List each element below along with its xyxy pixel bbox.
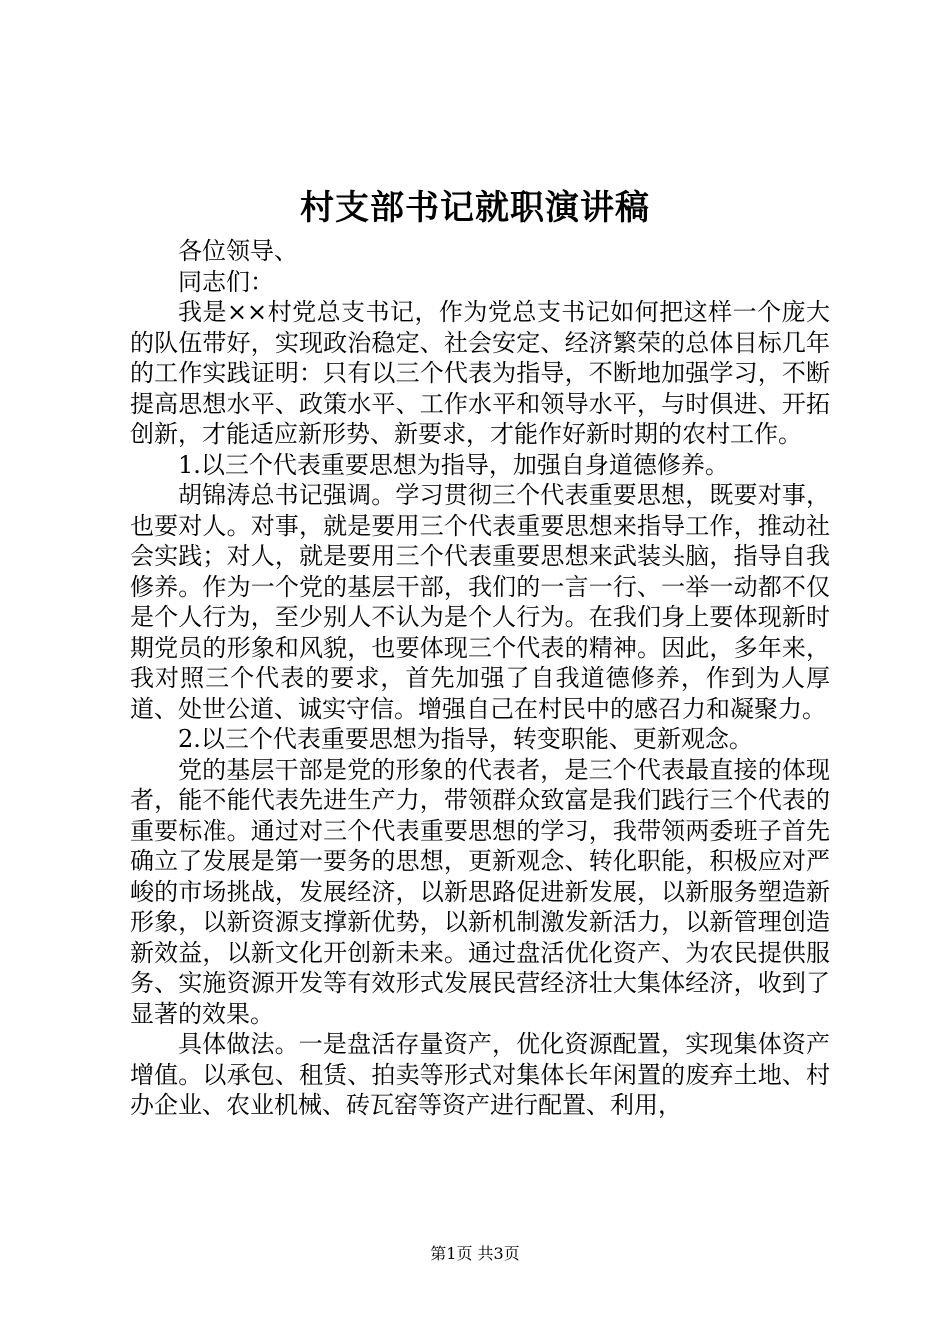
- section-heading: 2.以三个代表重要思想为指导，转变职能、更新观念。: [178, 725, 753, 753]
- document-body: [130, 236, 830, 1121]
- body-paragraph: 党的基层干部是党的形象的代表者，是三个代表最直接的体现者，能不能代表先进生产力，带领群众致富是我们践行三个代表的重要标准。通过对三个代表重要思想的学习，我带领两委班子首先确立了发展是第一要务的思想，更新观念、转化职能，积极应对严峻的市场挑战，发展经济，以新思路促进新发展，以新服务塑造新形象，以新资源支撑新优势，以新机制激发新活力，以新管理创造新效益，以新文化开创新未来。通过盘活优化资产、为农民提供服务、实施资源开发等有效形式发展民营经济壮大集体经济，收到了显著的效果。: [130, 755, 830, 1028]
- section-heading: 1.以三个代表重要思想为指导，加强自身道德修养。: [178, 450, 729, 479]
- body-paragraph: 胡锦涛总书记强调。学习贯彻三个代表重要思想，既要对事，也要对人。对事，就是要用三个代表重要思想来指导工作，推动社会实践；对人，就是要用三个代表重要思想来武装头脑，指导自我修养。作为一个党的基层干部，我们的一言一行、一举一动都不仅是个人行为，至少别人不认为是个人行为。在我们身上要体现新时期党员的形象和风貌，也要体现三个代表的精神。因此，多年来，我对照三个代表的要求，首先加强了自我道德修养，作到为人厚道、处世公道、诚实守信。增强自己在村民中的感召力和凝聚力。: [130, 481, 830, 723]
- body-paragraph: 具体做法。一是盘活存量资产，优化资源配置，实现集体资产增值。以承包、租赁、拍卖等形式对集体长年闲置的废弃土地、村办企业、农业机械、砖瓦窑等资产进行配置、利用，: [130, 1030, 830, 1119]
- body-paragraph: 我是××村党总支书记，作为党总支书记如何把这样一个庞大的队伍带好，实现政治稳定、社会安定、经济繁荣的总体目标几年的工作实践证明：只有以三个代表为指导，不断地加强学习，不断提高思想水平、政策水平、工作水平和领导水平，与时俱进、开拓创新，才能适应新形势、新要求，才能作好新时期的农村工作。: [130, 298, 830, 448]
- page-footer: 第1页 共3页: [430, 1244, 520, 1263]
- page-title: 村支部书记就职演讲稿: [300, 188, 650, 228]
- salutation-line: 各位领导、: [178, 237, 298, 265]
- salutation-line: 同志们：: [178, 267, 274, 296]
